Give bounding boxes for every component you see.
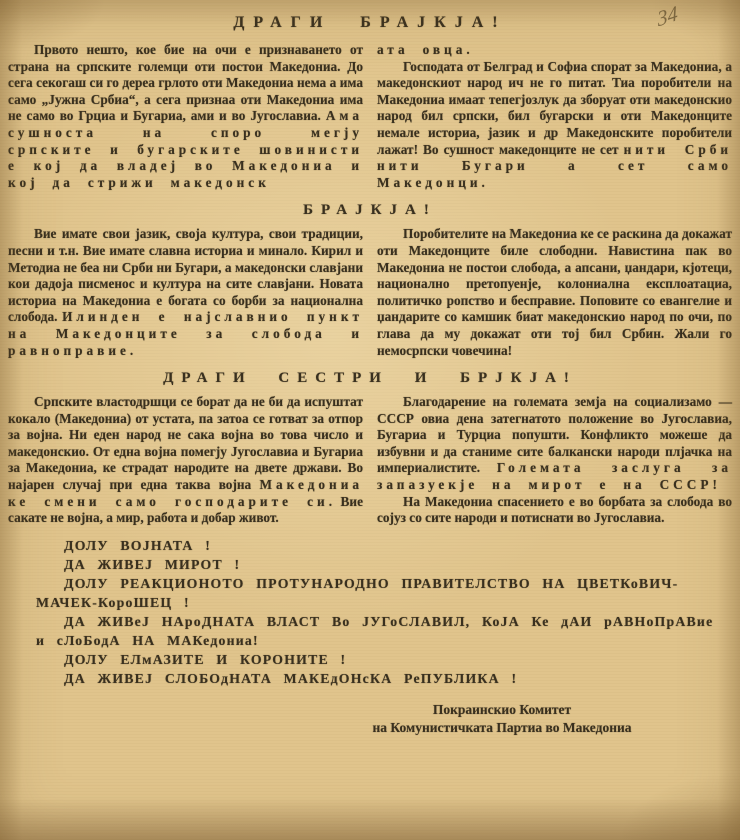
emphasized-text: Илинден е најславнио пункт на Македонците за слобода и равноправие.	[8, 309, 363, 358]
paragraph	[377, 494, 732, 527]
columns	[8, 226, 732, 359]
right-column	[377, 226, 732, 359]
body-text: На Македониа спасението е во борбата за слобода во сојуз со сите народи и потиснати во Југославиа.	[377, 493, 732, 526]
paragraph	[377, 59, 732, 192]
emphasized-text: Големата заслуга за запазуекје на мирот е на СССР!	[377, 460, 732, 493]
slogans-list	[8, 536, 732, 688]
right-column	[377, 42, 732, 191]
section-2	[8, 370, 732, 527]
columns	[8, 42, 732, 191]
paragraph	[8, 42, 363, 191]
left-column	[8, 42, 363, 191]
emphasized-text: нити Срби нити Бугари а сет само Македонци.	[377, 141, 732, 190]
columns	[8, 394, 732, 527]
emphasized-text: ата овца.	[377, 42, 474, 57]
body-text: Вие имате свои јазик, своја култура, свои традиции, песни и т.н. Вие имате славна историа и минало. Кирил и Методиа не беа ни Срби ни Бугари, а македонски славјани кои дадоја писменос и култура на сите славјани. Новата историа на Македониа е богата со борби за национална слобода.	[8, 226, 363, 325]
signature-block	[322, 701, 682, 737]
handwritten-mark: 34	[656, 0, 679, 32]
paragraph	[377, 42, 732, 59]
paragraph	[8, 226, 363, 359]
paragraph	[377, 394, 732, 494]
left-column	[8, 394, 363, 527]
section-0	[8, 42, 732, 191]
body-text: Вие сакате не војна, а мир, работа и добар живот.	[8, 493, 363, 526]
sections-container	[8, 42, 732, 527]
paragraph	[8, 394, 363, 527]
body-text: Господата от Белград и Софиа спорат за Македониа, а македонскиот народ ич не го питат. Тиа поробители на Македониа имаат тепегјозлук да зборуат оти македонскио народ бил српски, бил бугарски и оти Македонците немале историа, јазик и др Македонските поробители лажат! Во сушност македонците не сет	[377, 58, 732, 157]
body-text: Поробителите на Македониа ке се раскина да докажат оти Македонците биле слободни. Навистина пак во Македониа не постои слобода, а апсани, џандари, кјотеци, национално претопуенје, колониална експлоатациа, политичко ропство и бесправие. Поповите со евангелие и џандарите со камшик биат македонскио народ по очи, по глава да му докажат оти тој бил Србин. Жали го немосрпски човечина!	[377, 226, 732, 358]
slogan-line: ДОЛУ ЕЛмАЗИТЕ И КОРОНИТЕ !	[64, 651, 347, 667]
section-heading: БРАЈКЈА!	[303, 202, 437, 219]
paragraph	[377, 226, 732, 359]
right-column	[377, 394, 732, 527]
slogan-line: ДА ЖИВЕЈ МИРОТ !	[64, 556, 241, 572]
emphasized-text: Македониа ке смени само господарите си.	[8, 477, 363, 509]
slogan-line: ДА ЖИВеЈ НАроДНАТА ВЛАСТ Во ЈУГоСЛАВИЛ, КоЈА Ке дАИ рАВНоПрАВие и сЛоБодА НА МАКедониа!	[36, 613, 714, 648]
section-1	[8, 202, 732, 359]
emphasized-text: Ама сушноста на споро мегју српските и бугарските шовинисти е кој да владеј во Македониа и кој да стрижи македонск	[8, 108, 363, 190]
left-column	[8, 226, 363, 359]
body-text: Српските властодршци се борат да не би да испуштат кокало (Македониа) от устата, па затоа се готват за отпор за војна. Ни еден народ не сака војна во това число и македонскио. От една војна помегју Југославиа и Бугариа за Македониа, ке страдат народите на двете држави. Во најарен случај при една таква војна	[8, 394, 363, 493]
signature-line-2: на Комунистичката Партиа во Македониа	[372, 719, 632, 735]
body-text: Првото нешто, кое бие на очи е признаването от страна на српските големци оти постои Македониа. До сега секогаш си го дереа грлото оти Македониа нема а има само „Јужна Србиа“, а сега признаа оти Македониа има не само во Грциа и Бугариа, ами и во Југославиа.	[8, 42, 363, 124]
section-heading: ДРАГИ СЕСТРИ И БРЈКЈА!	[163, 370, 577, 387]
slogan-line: ДА ЖИВЕЈ СЛОБОдНАТА МАКЕдОНсКА РеПУБЛИКА !	[64, 670, 518, 686]
signature-line-1: Покраинскио Комитет	[432, 701, 572, 717]
page-title: ДРАГИ БРАЈКЈА!	[233, 14, 507, 31]
body-text: Благодарение на големата земја на социализамо — СССР овиа дена затегнатото положение во Југославиа, Бугариа и Турциа попушти. Конфликто можеше да избувни и да станиме сите балкански народи плјачка на империалистите.	[377, 394, 732, 476]
slogan-line: ДОЛУ РЕАКЦИОНОТО ПРОТУНАРОДНО ПРАВИТЕЛСТВО НА ЦВЕТКоВИЧ-МАЧЕК-КороШЕЦ !	[36, 575, 679, 610]
slogan-line: ДОЛУ ВОЈНАТА !	[64, 537, 212, 553]
